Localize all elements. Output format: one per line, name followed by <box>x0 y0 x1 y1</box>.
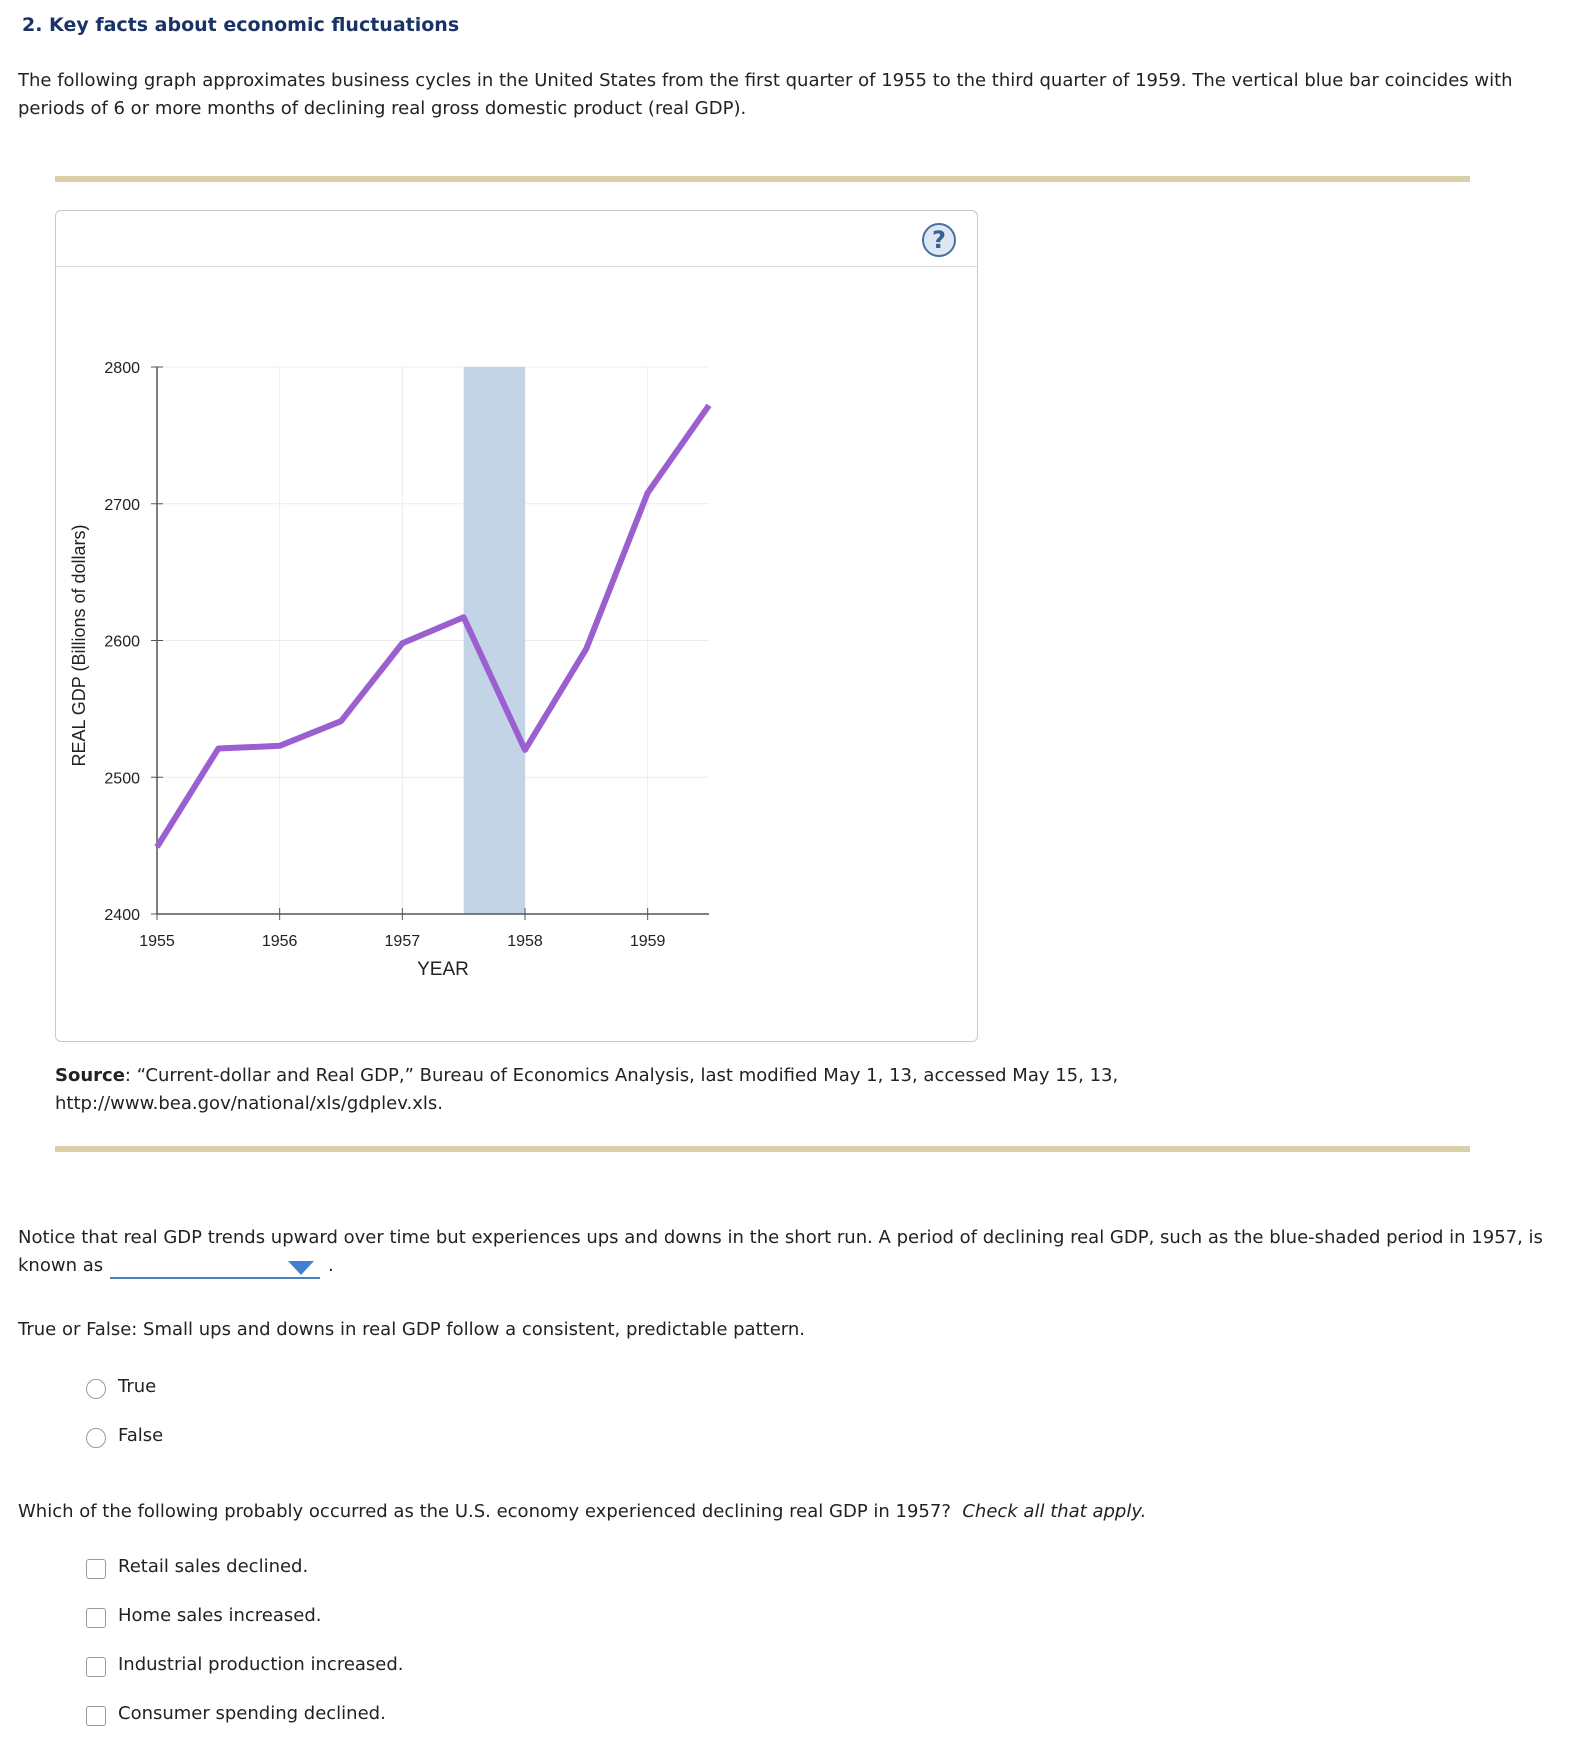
q3-emphasis: Check all that apply. <box>962 1501 1147 1522</box>
source-line-2: http://www.bea.gov/national/xls/gdplev.xls. <box>55 1093 443 1114</box>
y-tick-label-2400: 2400 <box>104 907 140 924</box>
option-consumer-spending-label: Consumer spending declined. <box>118 1703 386 1724</box>
option-retail-sales-label: Retail sales declined. <box>118 1556 309 1577</box>
option-industrial-production-label: Industrial production increased. <box>118 1654 404 1675</box>
divider-bottom <box>55 1146 1470 1152</box>
page-title: 2. Key facts about economic fluctuations <box>22 14 460 36</box>
gdp-chart <box>56 211 977 1041</box>
option-false-label: False <box>118 1425 164 1446</box>
gdp-series-line <box>157 405 709 847</box>
intro-line-2: periods of 6 or more months of declining real gross domestic product (real GDP). <box>18 98 747 119</box>
chart-grid <box>157 367 709 914</box>
y-tick-label-2600: 2600 <box>104 633 140 651</box>
q3-prompt-text: Which of the following probably occurred as the U.S. economy experienced declining real GDP in 1957? <box>18 1501 951 1522</box>
q1-period: . <box>328 1255 334 1276</box>
y-tick-label-2800: 2800 <box>104 360 140 377</box>
checkbox-home-sales[interactable] <box>86 1608 106 1628</box>
checkbox-consumer-spending[interactable] <box>86 1706 106 1726</box>
x-tick-label-1955: 1955 <box>139 933 175 950</box>
source-line-1: : “Current-dollar and Real GDP,” Bureau of Economics Analysis, last modified May 1, 13, accessed May 15, 13, <box>124 1065 1119 1086</box>
option-home-sales-label: Home sales increased. <box>118 1605 322 1626</box>
question-3-prompt <box>18 1498 1146 1526</box>
source-note <box>55 1062 1555 1118</box>
x-tick-label-1956: 1956 <box>261 933 298 950</box>
y-tick-label-2700: 2700 <box>104 496 140 514</box>
x-tick-label-1959: 1959 <box>629 933 666 950</box>
recession-dropdown[interactable] <box>110 1256 320 1279</box>
source-label: Source <box>55 1065 125 1086</box>
option-true-label: True <box>118 1376 157 1397</box>
checkbox-retail-sales[interactable] <box>86 1559 106 1579</box>
intro-line-1: The following graph approximates business cycles in the United States from the first quarter of 1955 to the third quarter of 1959. The vertical blue bar coincides with <box>18 70 1513 91</box>
q1-line-2: known as <box>18 1255 104 1276</box>
y-axis-label: REAL GDP (Billions of dollars) <box>69 524 89 767</box>
intro-paragraph <box>18 67 1578 123</box>
y-ticks <box>104 360 163 924</box>
question-2-prompt: True or False: Small ups and downs in real GDP follow a consistent, predictable pattern. <box>18 1319 805 1340</box>
help-icon[interactable]: ? <box>922 223 956 257</box>
q1-line-1: Notice that real GDP trends upward over time but experiences ups and downs in the short run. A period of declining real GDP, such as the blue-shaded period in 1957, is <box>18 1227 1543 1248</box>
radio-true[interactable] <box>86 1379 106 1399</box>
divider-top <box>55 176 1470 182</box>
dropdown-arrow-icon <box>288 1261 314 1275</box>
radio-false[interactable] <box>86 1428 106 1448</box>
y-tick-label-2500: 2500 <box>104 770 140 788</box>
x-tick-label-1958: 1958 <box>507 933 543 950</box>
checkbox-industrial-production[interactable] <box>86 1657 106 1677</box>
x-tick-label-1957: 1957 <box>384 933 421 950</box>
graph-panel <box>55 210 978 1042</box>
x-axis-label: YEAR <box>417 959 469 980</box>
